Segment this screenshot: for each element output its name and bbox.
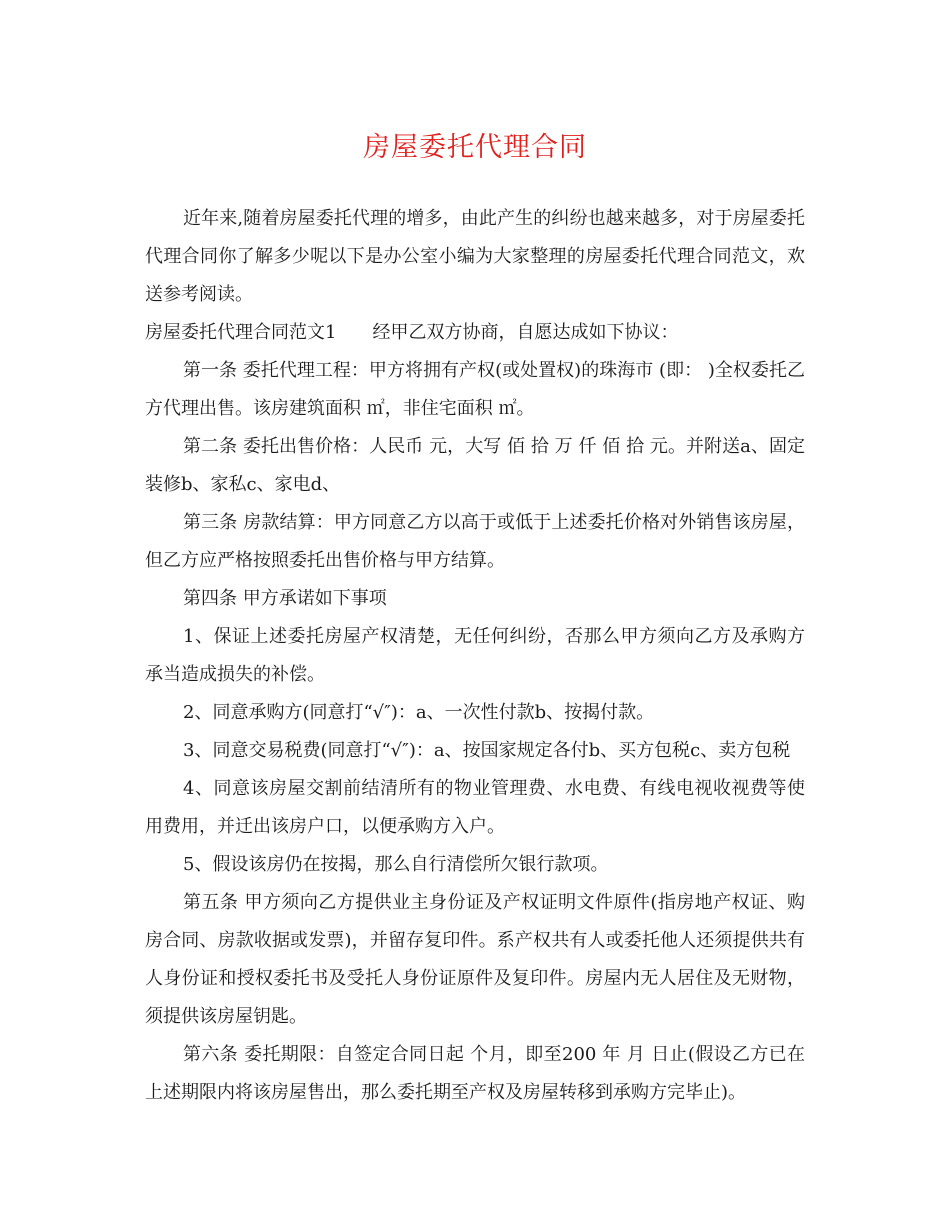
intro-paragraph: 近年来,随着房屋委托代理的增多，由此产生的纠纷也越来越多，对于房屋委托代理合同你了解多少呢以下是办公室小编为大家整理的房屋委托代理合同范文，欢送参考阅读。 — [145, 208, 805, 305]
article-4-item-3: 3、同意交易税费(同意打“√″)：a、按国家规定各付b、买方包税c、卖方包税 — [183, 740, 791, 761]
article-4-item-5: 5、假设该房仍在按揭，那么自行清偿所欠银行款项。 — [183, 854, 609, 875]
article-6: 第六条 委托期限：自签定合同日起 个月，即至200 年 月 日止(假设乙方已在上述期限内将该房屋售出，那么委托期至产权及房屋转移到承购方完毕止)。 — [145, 1044, 805, 1103]
article-5: 第五条 甲方须向乙方提供业主身份证及产权证明文件原件(指房地产权证、购房合同、房款收据或发票)，并留存复印件。系产权共有人或委托他人还须提供共有人身份证和授权委托书及受托人身份证原件及复印件。房屋内无人居住及无财物，须提供该房屋钥匙。 — [145, 892, 805, 1027]
article-1: 第一条 委托代理工程：甲方将拥有产权(或处置权)的珠海市 (即： )全权委托乙方代理出售。该房建筑面积 ㎡，非住宅面积 ㎡。 — [145, 360, 805, 419]
document-body — [145, 200, 805, 1112]
sample-lead: 经甲乙双方协商，自愿达成如下协议： — [372, 322, 679, 343]
sample-heading-line — [145, 314, 805, 352]
article-4-item-2: 2、同意承购方(同意打“√″)：a、一次性付款b、按揭付款。 — [183, 702, 655, 723]
article-2: 第二条 委托出售价格：人民币 元，大写 佰 拾 万 仟 佰 拾 元。并附送a、固定装修b、家私c、家电d、 — [145, 436, 805, 495]
article-4-item-4: 4、同意该房屋交割前结清所有的物业管理费、水电费、有线电视收视费等使用费用，并迁出该房户口，以便承购方入户。 — [145, 778, 805, 837]
article-4: 第四条 甲方承诺如下事项 — [183, 588, 387, 609]
document-title: 房屋委托代理合同 — [363, 132, 587, 163]
article-4-item-1: 1、保证上述委托房屋产权清楚，无任何纠纷，否那么甲方须向乙方及承购方承当造成损失的补偿。 — [145, 626, 805, 685]
article-3: 第三条 房款结算：甲方同意乙方以高于或低于上述委托价格对外销售该房屋，但乙方应严格按照委托出售价格与甲方结算。 — [145, 512, 805, 571]
sample-heading: 房屋委托代理合同范文1 — [145, 322, 337, 343]
